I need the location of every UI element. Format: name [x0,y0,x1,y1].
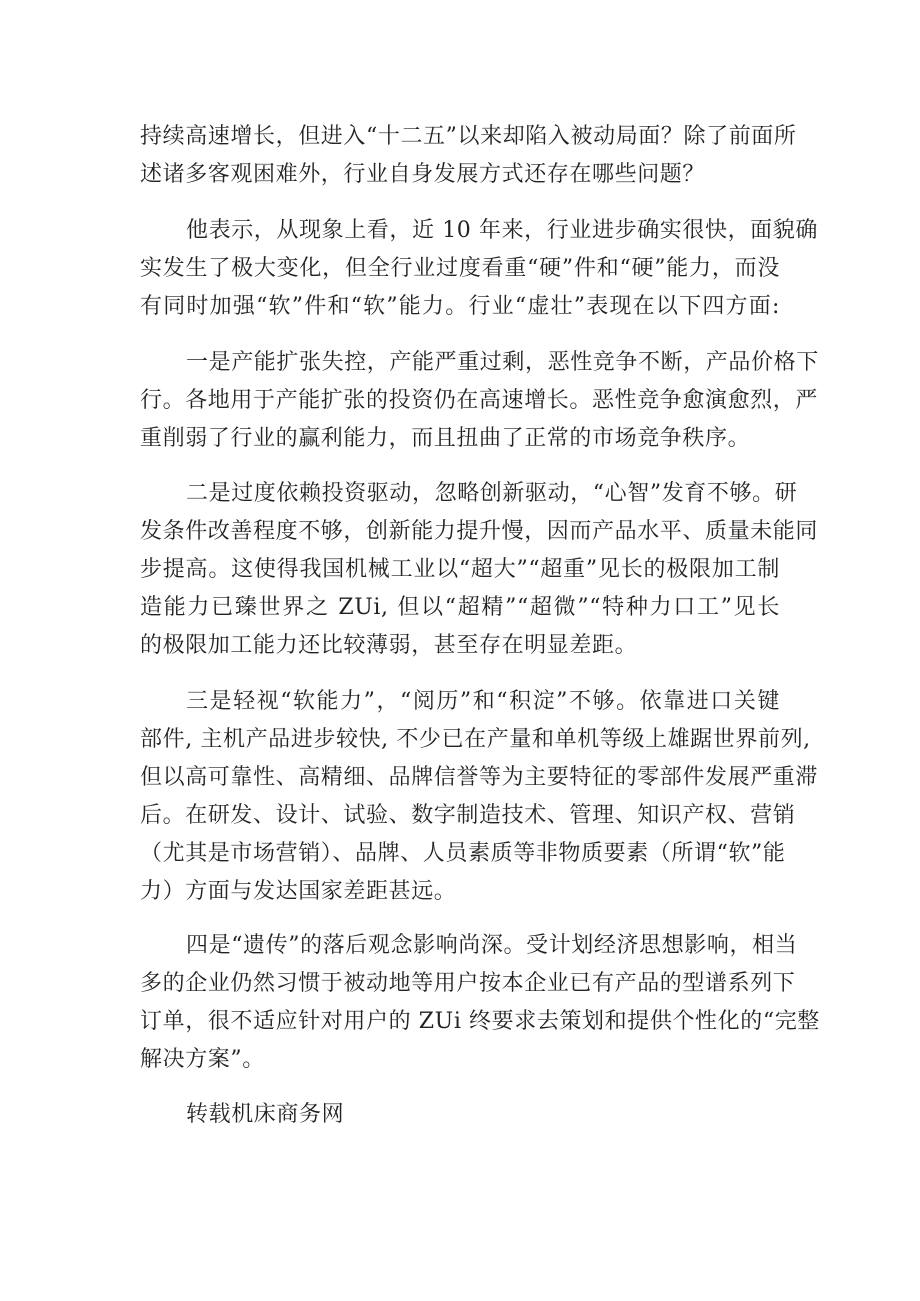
paragraph-1-line-1: 持续高速增长，但进入“十二五”以来却陷入被动局面？除了前面所 [140,124,797,149]
source-attribution: 转载机床商务网 [186,1102,345,1127]
paragraph-4-line-2: 发条件改善程度不够，创新能力提升慢，因而产品水平、质量未能同 [140,519,819,544]
paragraph-3-line-3: 重削弱了行业的赢利能力，而且扭曲了正常的市场竞争秩序。 [140,426,751,451]
paragraph-2-line-1: 他表示，从现象上看，近 10 年来，行业进步确实很快，面貌确 [186,218,818,243]
paragraph-2-line-2: 实发生了极大变化，但全行业过度看重“硬”件和“硬”能力，而没 [140,256,780,281]
paragraph-6-line-3: 订单，很不适应针对用户的 ZUi 终要求去策划和提供个性化的“完整 [140,1009,820,1034]
paragraph-4-line-4: 造能力已臻世界之 ZUi, 但以“超精”“超微”“特种力口工”见长 [140,595,780,620]
paragraph-6-line-2: 多的企业仍然习惯于被动地等用户按本企业已有产品的型谱系列下 [140,971,796,996]
paragraph-3-line-1: 一是产能扩张失控，产能严重过剩，恶性竞争不断，产品价格下 [186,350,819,375]
paragraph-5-line-6: 力）方面与发达国家差距甚远。 [140,879,457,904]
paragraph-4-line-5: 的极限加工能力还比较薄弱，甚至存在明显差距。 [140,633,638,658]
paragraph-5-line-1: 三是轻视“软能力”，“阅历”和“积淀”不够。依靠进口关键 [186,689,780,714]
paragraph-4-line-1: 二是过度依赖投资驱动，忽略创新驱动，“心智”发育不够。研 [186,481,798,506]
paragraph-6-line-4: 解决方案”。 [140,1047,265,1072]
paragraph-5-line-4: 后。在研发、设计、试验、数字制造技术、管理、知识产权、营销 [140,803,796,828]
paragraph-2-line-3: 有同时加强“软”件和“软”能力。行业“虚壮”表现在以下四方面: [140,294,780,319]
paragraph-4-line-3: 步提高。这使得我国机械工业以“超大”“超重”见长的极限加工制 [140,557,780,582]
paragraph-1-line-2: 述诸多客观困难外，行业自身发展方式还存在哪些问题？ [140,162,706,187]
paragraph-3-line-2: 行。各地用于产能扩张的投资仍在高速增长。恶性竞争愈演愈烈，严 [140,388,819,413]
paragraph-5-line-3: 但以高可靠性、高精细、品牌信誉等为主要特征的零部件发展严重滞 [140,765,819,790]
paragraph-5-line-2: 部件, 主机产品进步较快, 不少已在产量和单机等级上雄踞世界前列, [140,727,811,752]
paragraph-6-line-1: 四是“遗传”的落后观念影响尚深。受计划经济思想影响，相当 [186,933,798,958]
paragraph-5-line-5: （尤其是市场营销）、品牌、人员素质等非物质要素（所谓“软”能 [140,841,786,866]
